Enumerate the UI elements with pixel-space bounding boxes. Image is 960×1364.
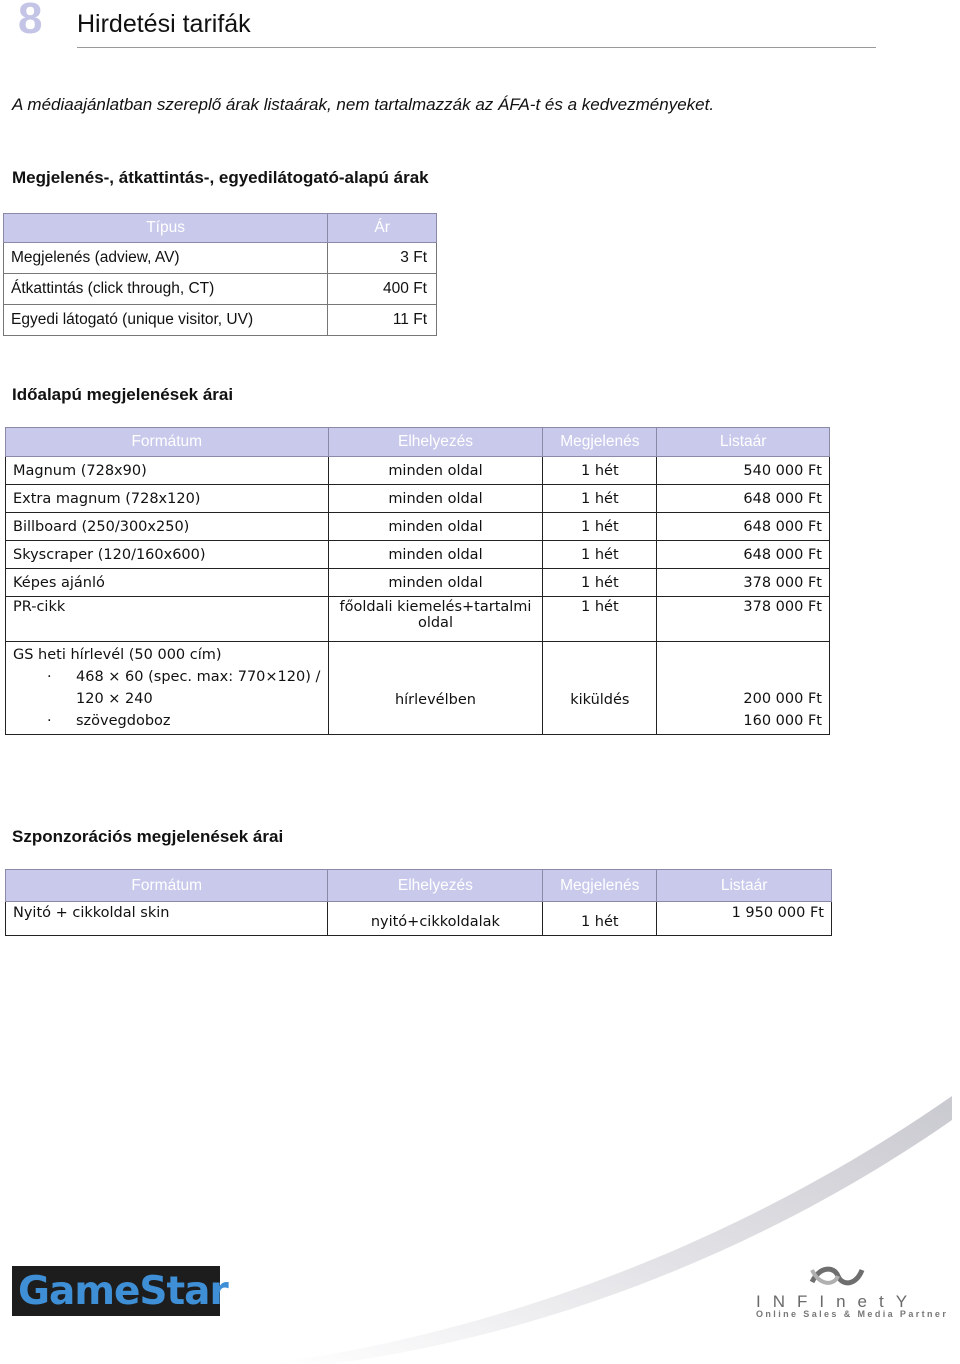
appearance-cell: 1 hét xyxy=(543,457,657,485)
format-cell: Extra magnum (728x120) xyxy=(6,485,329,513)
newsletter-format-item xyxy=(13,666,321,710)
decorative-swoosh xyxy=(0,1080,960,1364)
appearance-cell: kiküldés xyxy=(543,642,657,735)
table-row xyxy=(4,243,437,274)
column-header: Ár xyxy=(328,214,437,243)
column-header: Típus xyxy=(4,214,328,243)
placement-cell: minden oldal xyxy=(328,457,543,485)
format-cell xyxy=(6,642,329,735)
table-row xyxy=(4,305,437,336)
newsletter-banner-sizes: 468 × 60 (spec. max: 770×120) / 120 × 240 xyxy=(76,669,321,707)
format-cell: Billboard (250/300x250) xyxy=(6,513,329,541)
table-row xyxy=(6,569,830,597)
column-header: Formátum xyxy=(6,428,329,457)
newsletter-title: GS heti hírlevél (50 000 cím) xyxy=(13,647,222,663)
format-cell: Magnum (728x90) xyxy=(6,457,329,485)
section-heading-sponsorship: Szponzorációs megjelenések árai xyxy=(12,827,284,846)
list-price-cell xyxy=(657,642,830,735)
table-row xyxy=(6,485,830,513)
placement-cell: minden oldal xyxy=(328,485,543,513)
placement-cell: minden oldal xyxy=(328,541,543,569)
newsletter-price-1: 200 000 Ft xyxy=(743,691,822,707)
newsletter-format-item xyxy=(13,710,321,732)
column-header: Listaár xyxy=(657,428,830,457)
table-row xyxy=(6,597,830,642)
price-cell: 400 Ft xyxy=(328,274,437,305)
column-header: Listaár xyxy=(657,870,832,902)
section-heading-unit-prices: Megjelenés-, átkattintás-, egyedilátogató-alapú árak xyxy=(12,168,429,187)
table-row xyxy=(6,513,830,541)
appearance-cell: 1 hét xyxy=(543,902,657,936)
appearance-cell: 1 hét xyxy=(543,541,657,569)
table-row xyxy=(6,457,830,485)
appearance-cell: 1 hét xyxy=(543,597,657,642)
placement-cell: főoldali kiemelés+tartalmi oldal xyxy=(328,597,543,642)
list-price-cell: 648 000 Ft xyxy=(657,513,830,541)
column-header: Elhelyezés xyxy=(328,428,543,457)
format-cell: Nyitó + cikkoldal skin xyxy=(6,902,328,936)
price-cell: 3 Ft xyxy=(328,243,437,274)
page-number: 8 xyxy=(18,0,42,43)
type-cell: Átkattintás (click through, CT) xyxy=(4,274,328,305)
table-row xyxy=(6,541,830,569)
column-header: Megjelenés xyxy=(543,870,657,902)
unit-price-table xyxy=(3,213,437,336)
time-based-price-table xyxy=(5,427,830,735)
sponsorship-price-table xyxy=(5,869,832,936)
newsletter-price-2: 160 000 Ft xyxy=(743,713,822,729)
list-price-cell: 648 000 Ft xyxy=(657,541,830,569)
list-price-cell: 378 000 Ft xyxy=(657,597,830,642)
column-header: Formátum xyxy=(6,870,328,902)
format-cell: PR-cikk xyxy=(6,597,329,642)
type-cell: Egyedi látogató (unique visitor, UV) xyxy=(4,305,328,336)
section-heading-time-based: Időalapú megjelenések árai xyxy=(12,385,234,404)
list-price-cell: 1 950 000 Ft xyxy=(657,902,832,936)
table-header-row xyxy=(6,428,830,457)
placement-cell: nyitó+cikkoldalak xyxy=(328,902,543,936)
newsletter-textbox: szövegdoboz xyxy=(76,713,171,729)
type-cell: Megjelenés (adview, AV) xyxy=(4,243,328,274)
bullet: · xyxy=(47,713,52,729)
title-divider xyxy=(77,47,876,48)
format-cell: Skyscraper (120/160x600) xyxy=(6,541,329,569)
appearance-cell: 1 hét xyxy=(543,569,657,597)
placement-cell: minden oldal xyxy=(328,513,543,541)
infinety-symbol-icon xyxy=(808,1262,866,1290)
gamestar-logo-text: GameStar xyxy=(18,1269,228,1314)
appearance-cell: 1 hét xyxy=(543,513,657,541)
table-header-row xyxy=(4,214,437,243)
column-header: Megjelenés xyxy=(543,428,657,457)
column-header: Elhelyezés xyxy=(328,870,543,902)
infinety-logo-text: INFInetY xyxy=(756,1292,920,1311)
list-price-cell: 540 000 Ft xyxy=(657,457,830,485)
placement-cell: hírlevélben xyxy=(328,642,543,735)
format-cell: Képes ajánló xyxy=(6,569,329,597)
placement-cell: minden oldal xyxy=(328,569,543,597)
appearance-cell: 1 hét xyxy=(543,485,657,513)
price-cell: 11 Ft xyxy=(328,305,437,336)
intro-text: A médiaajánlatban szereplő árak listaárak, nem tartalmazzák az ÁFA-t és a kedvezményeket. xyxy=(12,95,715,114)
table-row xyxy=(4,274,437,305)
bullet: · xyxy=(47,669,52,685)
table-row-newsletter xyxy=(6,642,830,735)
page-title: Hirdetési tarifák xyxy=(77,10,251,38)
table-row xyxy=(6,902,832,936)
list-price-cell: 378 000 Ft xyxy=(657,569,830,597)
list-price-cell: 648 000 Ft xyxy=(657,485,830,513)
infinety-tagline: Online Sales & Media Partner xyxy=(756,1309,949,1319)
table-header-row xyxy=(6,870,832,902)
gamestar-logo xyxy=(12,1266,228,1316)
